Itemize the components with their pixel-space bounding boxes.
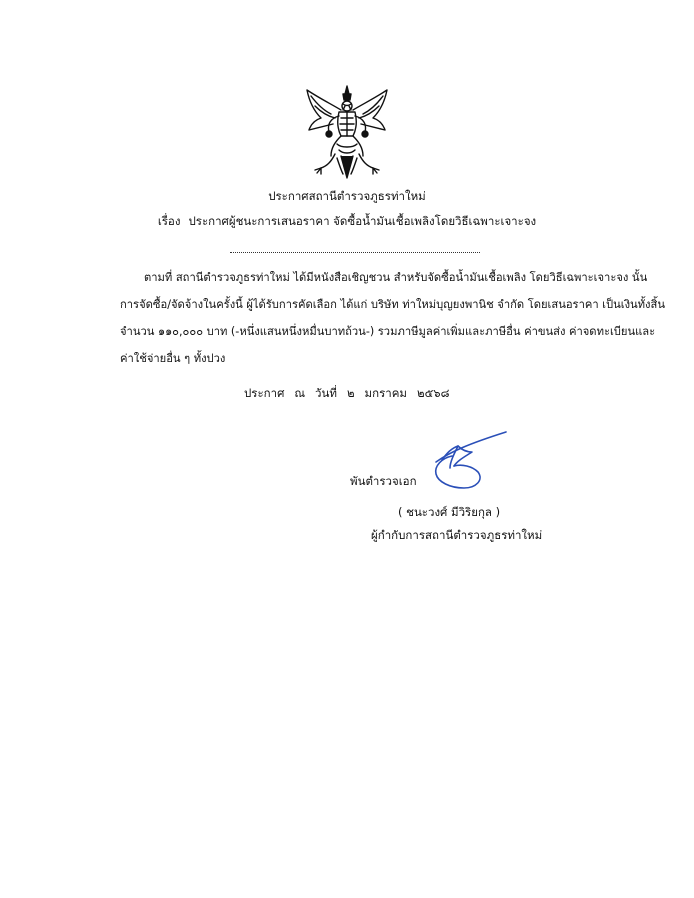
body-line: จำนวน ๑๑๐,๐๐๐ บาท (-หนึ่งแสนหนึ่งหมื่นบาทถ้วน-) รวมภาษีมูลค่าเพิ่มและภาษีอื่น ค่าขนส่ง ค่าจดทะเบียนและ <box>120 325 656 338</box>
body-line: ตามที่ สถานีตำรวจภูธรท่าใหม่ ได้มีหนังสือเชิญชวน สำหรับจัดซื้อน้ำมันเชื้อเพลิง โดยวิธีเฉพาะเจาะจง นั้น <box>144 271 648 284</box>
dotted-divider <box>230 252 480 253</box>
date-on: ณ <box>294 386 306 400</box>
date-day-label: วันที่ <box>315 386 337 400</box>
signatory-position: ผู้กำกับการสถานีตำรวจภูธรท่าใหม่ <box>371 528 543 542</box>
body-line: ค่าใช้จ่ายอื่น ๆ ทั้งปวง <box>120 352 226 365</box>
garuda-emblem-icon <box>301 84 393 180</box>
date-month: มกราคม <box>364 386 407 400</box>
date-prefix: ประกาศ <box>244 386 285 400</box>
signatory-name: ( ชนะวงศ์ มีวิริยกุล ) <box>398 505 501 519</box>
subject-text: ประกาศผู้ชนะการเสนอราคา จัดซื้อน้ำมันเชื้อเพลิงโดยวิธีเฉพาะเจาะจง <box>188 214 537 228</box>
announcement-date <box>244 385 449 403</box>
body-line: การจัดซื้อ/จัดจ้างในครั้งนี้ ผู้ได้รับการคัดเลือก ได้แก่ บริษัท ท่าใหม่บุญยงพานิช จำกัด โดยเสนอราคา เป็นเงินทั้งสิ้น <box>120 298 665 311</box>
signatory-rank: พันตำรวจเอก <box>350 474 417 488</box>
document-subject <box>0 213 694 231</box>
document-title: ประกาศสถานีตำรวจภูธรท่าใหม่ <box>268 189 426 203</box>
subject-label: เรื่อง <box>157 214 181 228</box>
date-year: ๒๕๖๘ <box>417 386 450 400</box>
date-day: ๒ <box>346 386 355 400</box>
handwritten-signature <box>428 430 510 492</box>
